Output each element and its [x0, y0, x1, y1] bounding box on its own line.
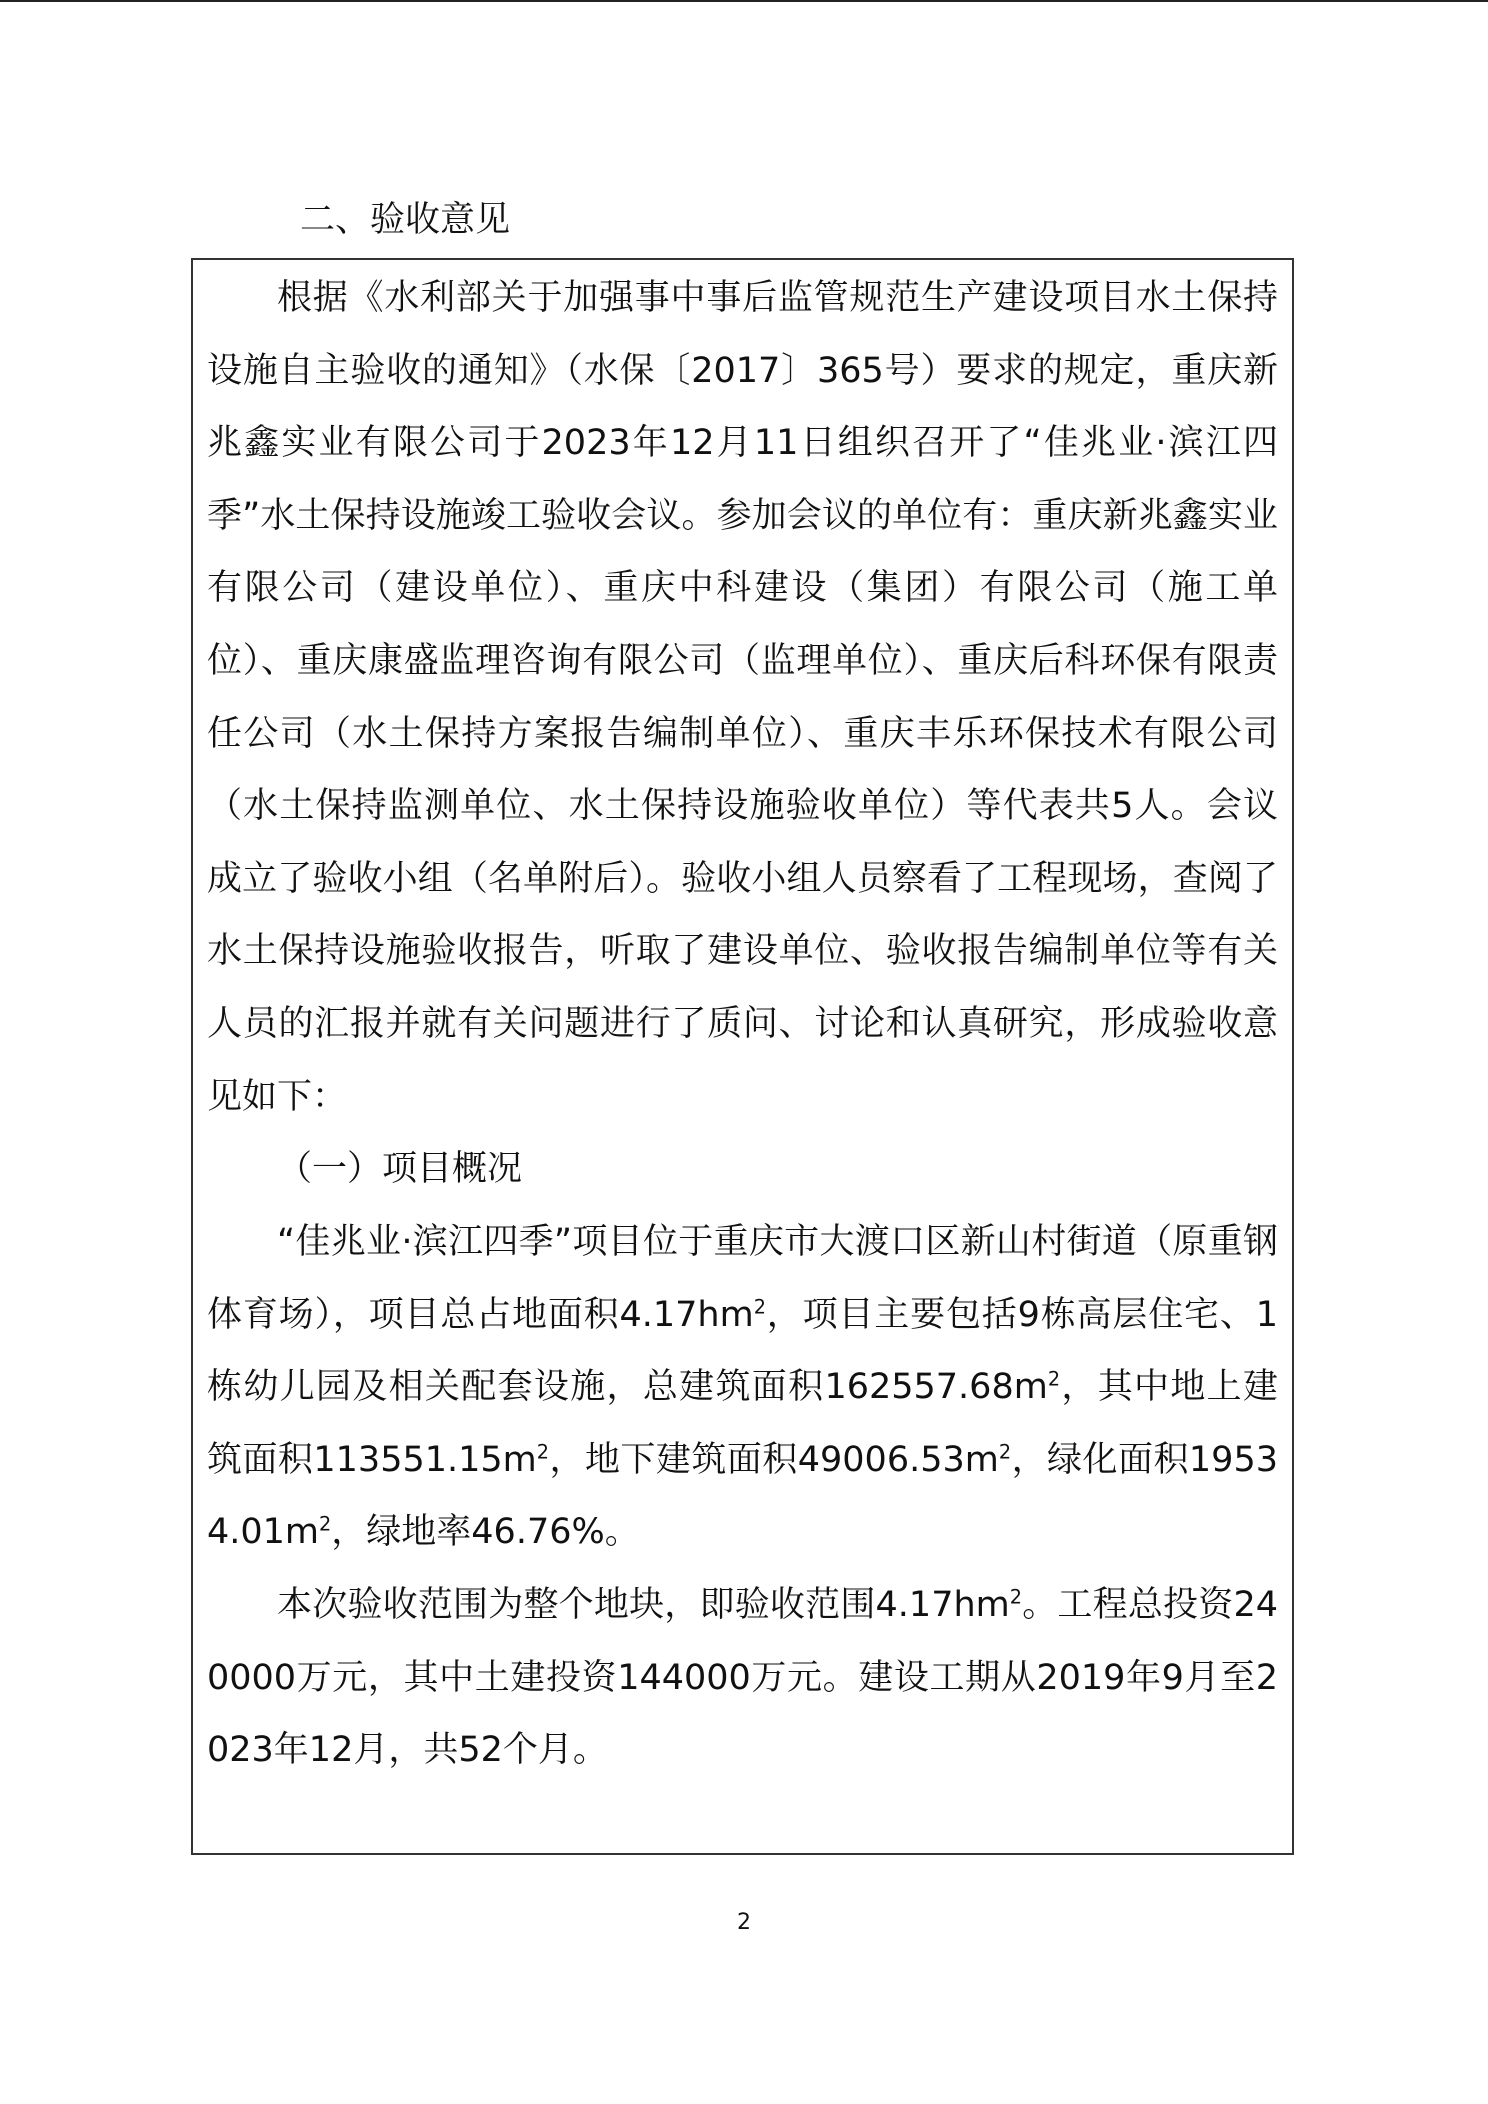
section-heading: 二、验收意见: [300, 200, 511, 240]
page-number: 2: [737, 1910, 751, 1935]
area-unit-superscript: 2: [536, 1440, 550, 1464]
paragraph-text-segment: 本次验收范围为整个地块，即验收范围4.17hm: [277, 1585, 1010, 1625]
area-unit-superscript: 2: [319, 1512, 332, 1536]
paragraph-text-segment: ，绿地率46.76%。: [331, 1512, 640, 1553]
paragraph-meeting-info: 根据《水利部关于加强事中事后监管规范生产建设项目水土保持设施自主验收的通知》（水保〔2017〕365号）要求的规定，重庆新兆鑫实业有限公司于2023年12月11日组织召开了“佳兆业·滨江四季”水土保持设施竣工验收会议。参加会议的单位有：重庆新兆鑫实业有限公司（建设单位）、重庆中科建设（集团）有限公司（施工单位）、重庆康盛监理咨询有限公司（监理单位）、重庆后科环保有限责任公司（水土保持方案报告编制单位）、重庆丰乐环保技术有限公司（水土保持监测单位、水土保持设施验收单位）等代表共5人。会议成立了验收小组（名单附后）。验收小组人员察看了工程现场，查阅了水土保持设施验收报告，听取了建设单位、验收报告编制单位等有关人员的汇报并就有关问题进行了质问、讨论和认真研究，形成验收意见如下：: [207, 278, 1278, 1117]
paragraph-text-segment: ，其中地上建筑面积113551.15m: [207, 1367, 1278, 1480]
paragraph-text-segment: ，地下建筑面积49006.53m: [549, 1439, 999, 1480]
area-unit-superscript: 2: [1047, 1367, 1061, 1391]
area-unit-superscript: 2: [753, 1294, 766, 1318]
area-unit-superscript: 2: [1009, 1585, 1022, 1609]
paragraph-project-overview: [207, 1206, 1278, 1569]
paragraph-text-segment: 。工程总投资240000万元，其中土建投资144000万元。建设工期从2019年9月至2023年12月，共52个月。: [207, 1585, 1278, 1771]
paragraph-text-segment: ，项目主要包括9栋高层住宅、1栋幼儿园及相关配套设施，总建筑面积162557.68m: [207, 1294, 1278, 1408]
paragraph-text-segment: “佳兆业·滨江四季”项目位于重庆市大渡口区新山村街道（原重钢体育场），项目总占地面积4.17hm: [207, 1222, 1278, 1335]
paragraph-acceptance-scope: [207, 1569, 1278, 1787]
subheading-project-overview: （一）项目概况: [277, 1149, 523, 1189]
paragraph-text-segment: ，绿化面积19534.01m: [207, 1439, 1278, 1553]
opinion-box: [191, 258, 1294, 1855]
area-unit-superscript: 2: [998, 1440, 1012, 1464]
page-top-border: [0, 0, 1488, 2]
